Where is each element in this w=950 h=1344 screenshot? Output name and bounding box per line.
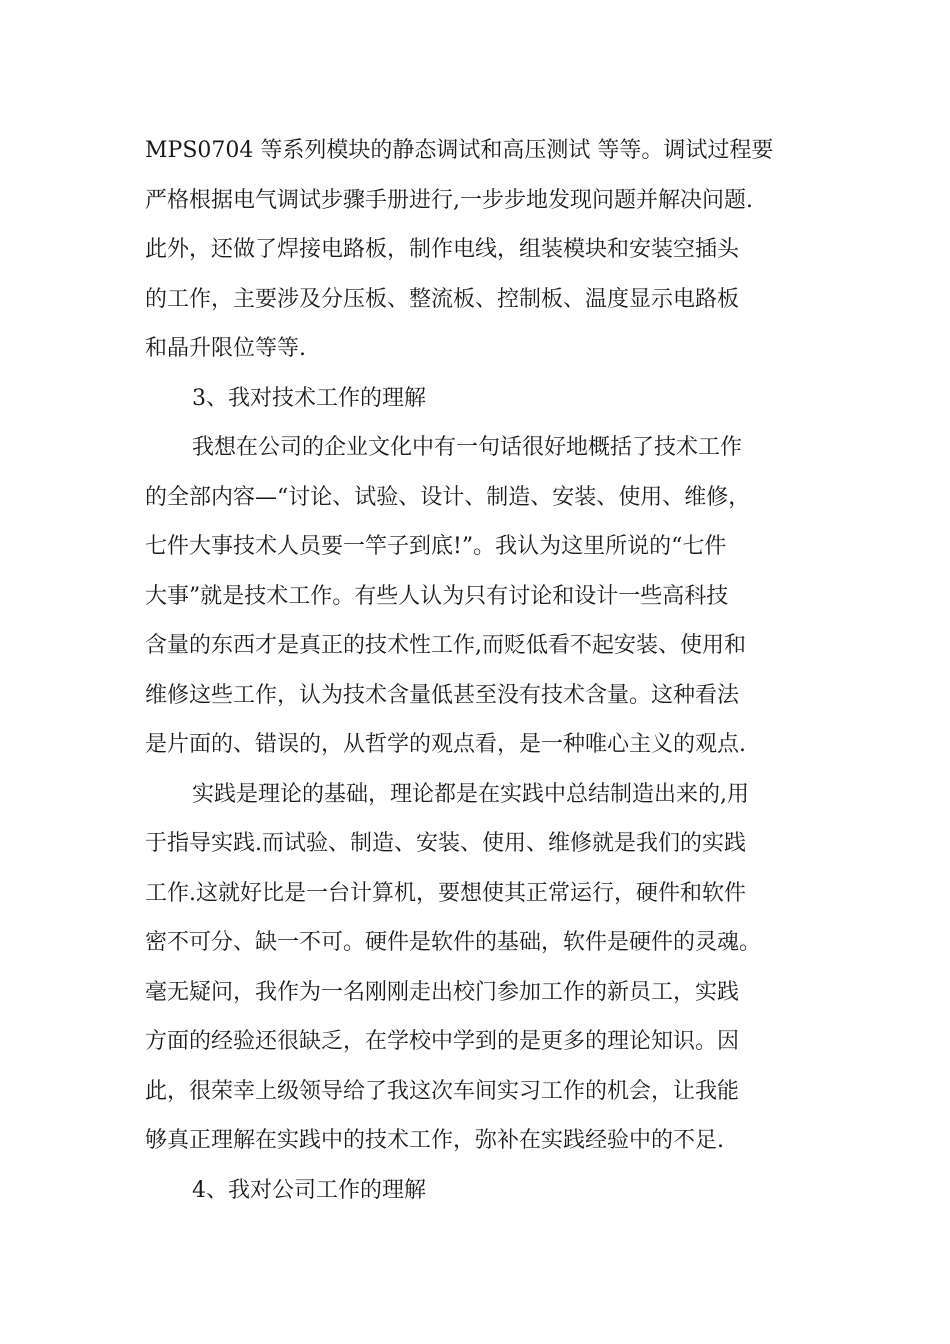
- text-line: 够真正理解在实践中的技术工作，弥补在实践经验中的不足.: [145, 1128, 724, 1153]
- text-line: 维修这些工作，认为技术含量低甚至没有技术含量。这种看法: [145, 682, 740, 708]
- paragraph-start: 我想在公司的企业文化中有一句话很好地概括了技术工作: [192, 435, 743, 460]
- text-line: 七件大事技术人员要一竿子到底!”。我认为这里所说的“七件: [145, 534, 727, 559]
- text-line: 严格根据电气调试步骤手册进行,一步步地发现问题并解决问题.: [145, 187, 753, 213]
- text-line: 的工作，主要涉及分压板、整流板、控制板、温度显示电路板: [145, 286, 740, 312]
- text-line: 此外，还做了焊接电路板，制作电线，组装模块和安装空插头: [145, 237, 740, 262]
- text-line: 于指导实践.而试验、制造、安装、使用、维修就是我们的实践: [145, 831, 746, 856]
- text-line: 毫无疑问，我作为一名刚刚走出校门参加工作的新员工，实践: [145, 979, 740, 1005]
- paragraph-start: 实践是理论的基础，理论都是在实践中总结制造出来的,用: [192, 781, 749, 807]
- text-line: 含量的东西才是真正的技术性工作,而贬低看不起安装、使用和: [145, 633, 746, 658]
- text-line: 工作.这就好比是一台计算机，要想使其正常运行，硬件和软件: [145, 880, 746, 906]
- document-body: [145, 126, 825, 1215]
- text-line: 密不可分、缺一不可。硬件是软件的基础，软件是硬件的灵魂。: [145, 930, 762, 955]
- text-line: 是片面的、错误的，从哲学的观点看，是一种唯心主义的观点.: [145, 732, 746, 757]
- text-line: MPS0704 等系列模块的静态调试和高压测试 等等。调试过程要: [145, 138, 774, 163]
- text-line: 和晶升限位等等.: [145, 336, 306, 361]
- text-line: 方面的经验还很缺乏，在学校中学到的是更多的理论知识。因: [145, 1029, 740, 1054]
- text-line: 此，很荣幸上级领导给了我这次车间实习工作的机会，让我能: [145, 1078, 740, 1104]
- section-heading-3: 3、我对技术工作的理解: [192, 385, 426, 411]
- section-heading-4: 4、我对公司工作的理解: [192, 1177, 426, 1203]
- text-line: 大事”就是技术工作。有些人认为只有讨论和设计一些高科技: [145, 583, 729, 609]
- text-line: 的全部内容—“讨论、试验、设计、制造、安装、使用、维修，: [145, 484, 751, 510]
